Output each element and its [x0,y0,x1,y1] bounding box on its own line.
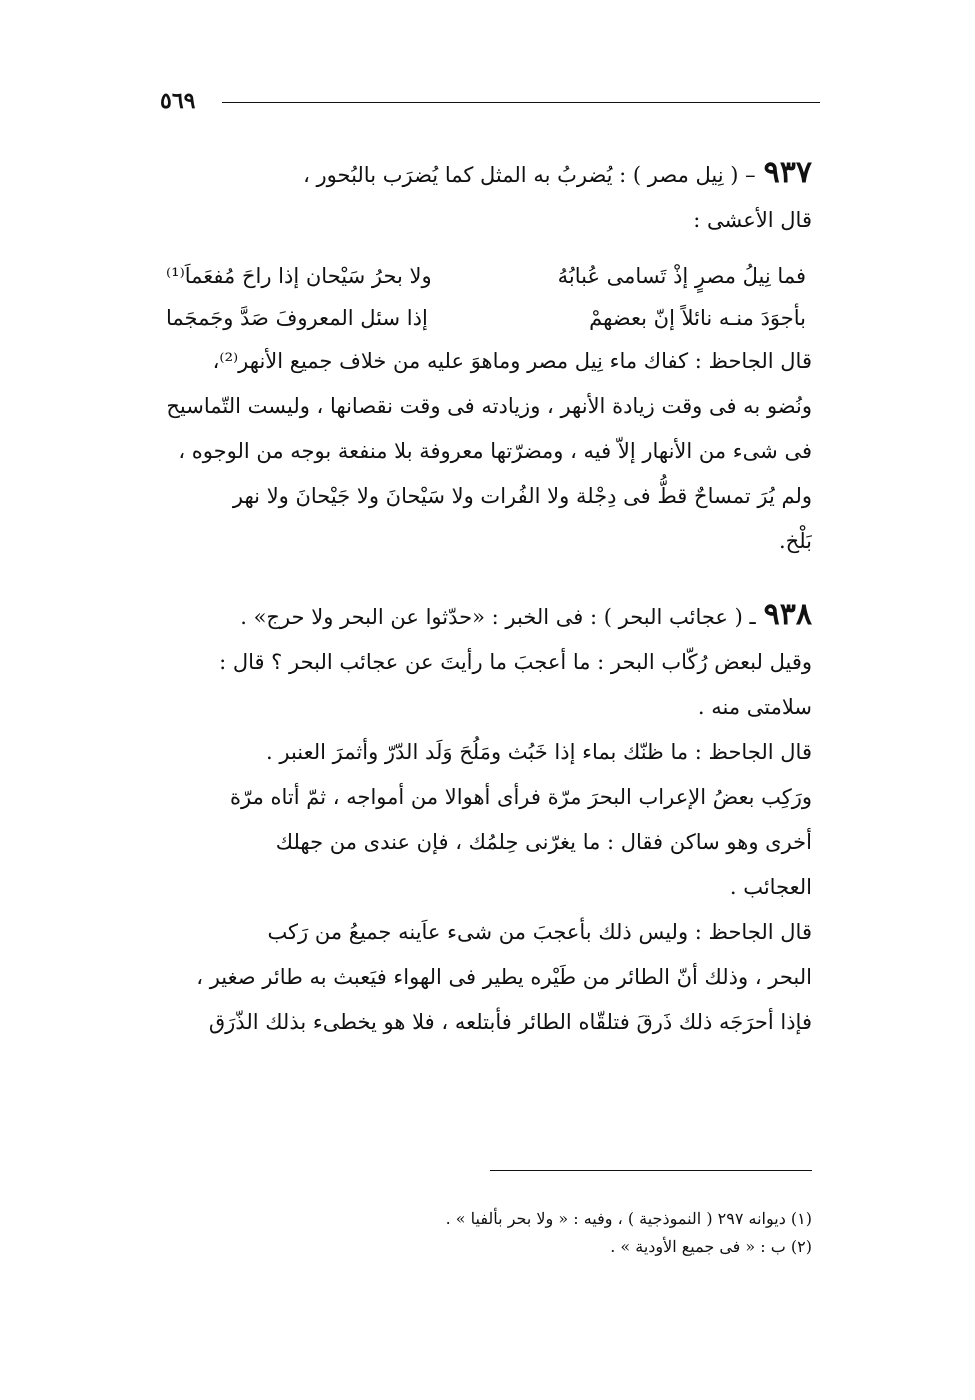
paragraph-line: قال الجاحظ : كفاك ماء نِيل مصر وماهوَ عليه من خلاف جميع الأنهر⁽²⁾، [212,349,812,373]
paragraph-line: ولم يُرَ تمساحٌ قطُّ فى دِجْلة ولا الفُرات ولا سَيْحانَ ولا جَيْحانَ ولا نهر [232,484,812,508]
paragraph-line: أخرى وهو ساكن فقال : ما يغرّنى حِلمُك ، فإن عندى من جهلك [275,830,812,854]
footnote-2: (٢) ب : « فى جميع الأودية » . [610,1237,812,1256]
verse-1-first-hemistich: فما نِيلُ مصرٍ إذْ تَسامى عُبابُهُ [557,264,806,288]
footnote-rule [490,1170,812,1171]
spacer [160,564,812,592]
entry-number: ٩٣٨ [763,597,812,632]
entry-938-heading [160,592,812,640]
page-header [160,88,820,114]
page-number: ٥٦٩ [160,88,196,114]
footnote-1: (١) ديوانه ٢٩٧ ( النموذجية ) ، وفيه : « ولا بحر بألفيا » . [445,1209,812,1228]
paragraph-line: سلامتى منه . [697,695,812,719]
paragraph-line: ونُضو به فى وقت زيادة الأنهر ، وزيادته فى وقت نقصانها ، وليست التّماسيح [166,394,812,418]
paragraph-line: ورَكِب بعضُ الإعراب البحرَ مرّة فرأى أهوالا من أمواجه ، ثمّ أتاه مرّة [229,785,812,809]
paragraph-line: قال الجاحظ : ما ظنّك بماء إذا خَبُث ومَلُحَ وَلَد الدّرّ وأثمرَ العنبر . [266,740,812,764]
verse-2-second-hemistich: إذا سئل المعروفَ صَدَّ وجَمجَما [166,306,428,330]
entry-938 [160,592,812,1045]
paragraph-line: قال الجاحظ : وليس ذلك بأعجبَ من شىء عاَينه جميعُ من رَكب [267,920,812,944]
spacer [160,243,812,255]
verse-1-second-hemistich: ولا بحرُ سَيْحان إذا راحَ مُفعَماَ⁽¹⁾ [166,264,432,288]
paragraph-line: العجائب . [729,875,812,899]
entry-937 [160,150,812,564]
entry-937-title: – ( نِيل مصر ) : يُضربُ به المثل كما يُضرَب بالبُحور ، [303,163,756,187]
paragraph-line: فإذا أحرَجَه ذلك ذَرقَ فتلقّاه الطائر فأبتلعه ، فلا هو يخطىء بذلك الذّرَق [208,1010,812,1034]
paragraph-line: بَلْخ. [778,529,812,553]
footnotes [312,1205,812,1261]
paragraph-line: البحر ، وذلك أنّ الطائر من طَيْره يطير فى الهواء فيَعبث به طائر صغير ، [196,965,812,989]
paragraph-line: وقيل لبعض رُكّاب البحر : ما أعجبَ ما رأيتَ عن عجائب البحر ؟ قال : [219,650,812,674]
verse-line-2 [166,297,806,339]
page-body [160,150,812,1045]
verse-2-first-hemistich: بأجوَدَ منـه نائلاً إنّ بعضهمْ [589,306,806,330]
entry-number: ٩٣٧ [763,155,812,190]
paragraph-line: فى شىء من الأنهار إلاّ فيه ، ومضرّتها معروفة بلا منفعة بوجه من الوجوه ، [178,439,812,463]
header-rule [222,102,820,103]
entry-938-title: ـ ( عجائب البحر ) : فى الخبر : «حدّثوا عن البحر ولا حرج» . [240,605,756,629]
verse-line-1 [166,255,806,297]
entry-937-intro: قال الأعشى : [693,208,812,232]
entry-937-heading [160,150,812,198]
